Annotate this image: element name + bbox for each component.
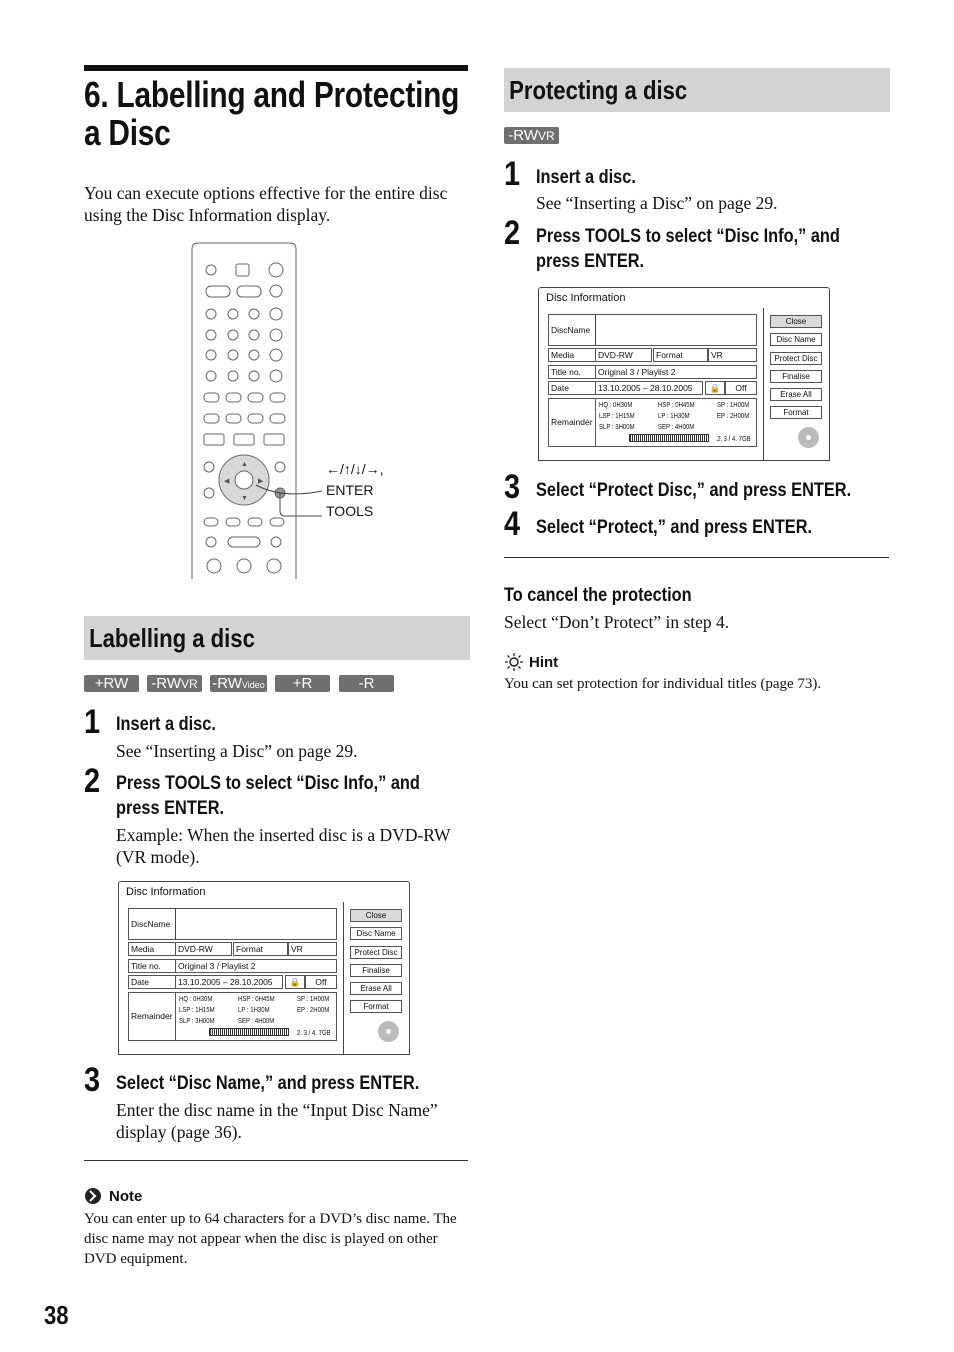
remote-callout [326, 459, 384, 522]
badge-rw-vr-protect: -RWVR [504, 127, 559, 144]
remainder-label: Remainder [128, 992, 176, 1041]
protecting-step-3-text: Select “Protect Disc,” and press ENTER. [536, 480, 852, 501]
remainder-sep: SEP : 4H00M [658, 422, 695, 431]
cancel-heading: To cancel the protection [504, 585, 692, 606]
chapter-title: 6. Labelling and Protecting a Disc [84, 74, 460, 153]
menu-erase-all[interactable]: Erase All [350, 982, 402, 995]
menu-close[interactable]: Close [350, 909, 402, 922]
protecting-step-1-sub: See “Inserting a Disc” on page 29. [536, 193, 778, 213]
capacity-text: 2. 3 / 4. 7GB [717, 434, 751, 443]
chapter-rule [84, 65, 468, 71]
media-value: DVD-RW [595, 348, 652, 362]
cancel-text: Select “Don’t Protect” in step 4. [504, 612, 730, 632]
date-value: 13.10.2005 – 28.10.2005 [175, 975, 283, 989]
labelling-step-2-text: Press TOOLS to select “Disc Info,” and press ENTER. [116, 773, 420, 819]
disc-info-title: Disc Information [546, 292, 626, 304]
disc-info-screen-protecting [538, 287, 830, 461]
remainder-sp: SP : 1H00M [717, 400, 750, 409]
remote-control-illustration [190, 241, 430, 581]
badge-minus-r: -R [339, 675, 394, 692]
remainder-lp: LP : 1H30M [238, 1005, 270, 1014]
date-value: 13.10.2005 – 28.10.2005 [595, 381, 703, 395]
protecting-step-4-text: Select “Protect,” and press ENTER. [536, 517, 813, 538]
note-label: Note [109, 1188, 143, 1205]
disc-info-screen-labelling [118, 881, 410, 1055]
remainder-ep: EP : 2H00M [717, 411, 750, 420]
media-value: DVD-RW [175, 942, 232, 956]
protecting-step-3-number: 3 [504, 468, 521, 506]
protecting-step-1-text: Insert a disc. [536, 167, 636, 188]
title-no-value: Original 3 / Playlist 2 [175, 959, 337, 973]
enter-key-label: ENTER [326, 482, 374, 498]
media-label: Media [548, 348, 596, 362]
title-no-label: Title no. [548, 365, 596, 379]
menu-disc-name[interactable]: Disc Name [770, 333, 822, 346]
date-label: Date [128, 975, 176, 989]
note-text: You can enter up to 64 characters for a DVD’s disc name. The disc name may not appear when the disc is played on other DVD equipment. [84, 1211, 457, 1267]
format-value: VR [708, 348, 757, 362]
disc-name-field: DiscName [548, 314, 757, 346]
remainder-ep: EP : 2H00M [297, 1005, 330, 1014]
lock-icon: 🔒 [285, 975, 305, 989]
protecting-step-2-number: 2 [504, 214, 521, 252]
menu-protect-disc[interactable]: Protect Disc [350, 946, 402, 959]
svg-text:◀: ◀ [224, 478, 230, 485]
labelling-step-2-sub: Example: When the inserted disc is a DVD-RW (VR mode). [116, 825, 451, 867]
remainder-hq: HQ : 0H30M [599, 400, 633, 409]
labelling-section-header [84, 616, 470, 660]
menu-finalise[interactable]: Finalise [350, 964, 402, 977]
menu-protect-disc[interactable]: Protect Disc [770, 352, 822, 365]
protecting-step-2-text: Press TOOLS to select “Disc Info,” and press ENTER. [536, 226, 840, 272]
badge-plus-r: +R [275, 675, 330, 692]
svg-text:▶: ▶ [258, 478, 264, 485]
remainder-sep: SEP : 4H00M [238, 1016, 275, 1025]
menu-finalise[interactable]: Finalise [770, 370, 822, 383]
labelling-step-3-text: Select “Disc Name,” and press ENTER. [116, 1073, 420, 1094]
date-label: Date [548, 381, 596, 395]
format-label: Format [233, 942, 288, 956]
labelling-step-1-number: 1 [84, 703, 101, 741]
remainder-lp: LP : 1H30M [658, 411, 690, 420]
protecting-step-4-number: 4 [504, 505, 521, 543]
badge-rw-video: -RWVideo [210, 675, 267, 692]
capacity-bar [629, 434, 709, 442]
menu-disc-name[interactable]: Disc Name [350, 927, 402, 940]
format-value: VR [288, 942, 337, 956]
labelling-step-2-number: 2 [84, 762, 101, 800]
title-no-value: Original 3 / Playlist 2 [595, 365, 757, 379]
svg-text:▲: ▲ [241, 461, 248, 468]
capacity-text: 2. 3 / 4. 7GB [297, 1028, 331, 1037]
protect-value: Off [305, 975, 337, 989]
remainder-hsp: HSP : 0H45M [658, 400, 695, 409]
protecting-section-title: Protecting a disc [509, 75, 688, 105]
hint-text: You can set protection for individual titles (page 73). [504, 676, 822, 692]
menu-format[interactable]: Format [350, 1000, 402, 1013]
labelling-step-3-number: 3 [84, 1061, 101, 1099]
capacity-bar [209, 1028, 289, 1036]
remainder-hsp: HSP : 0H45M [238, 994, 275, 1003]
note-divider [84, 1160, 468, 1161]
remainder-label: Remainder [548, 398, 596, 447]
menu-erase-all[interactable]: Erase All [770, 388, 822, 401]
note-icon [84, 1187, 102, 1210]
badge-plus-rw: +RW [84, 675, 139, 692]
remainder-slp: SLP : 3H00M [599, 422, 635, 431]
labelling-step-1-sub: See “Inserting a Disc” on page 29. [116, 741, 358, 761]
protecting-step-1-number: 1 [504, 155, 521, 193]
media-label: Media [128, 942, 176, 956]
svg-text:▼: ▼ [241, 495, 248, 502]
labelling-step-1-text: Insert a disc. [116, 714, 216, 735]
protecting-section-header [504, 68, 890, 112]
hint-label: Hint [529, 654, 559, 671]
remainder-lsp: LSP : 1H15M [599, 411, 635, 420]
cancel-divider [504, 557, 889, 558]
remainder-slp: SLP : 3H00M [179, 1016, 215, 1025]
arrow-keys-label: ←/↑/↓/→, [326, 461, 384, 477]
disc-name-field: DiscName [128, 908, 337, 940]
protect-value: Off [725, 381, 757, 395]
labelling-step-3-sub: Enter the disc name in the “Input Disc Name” display (page 36). [116, 1100, 438, 1142]
labelling-section-title: Labelling a disc [89, 623, 255, 653]
remainder-sp: SP : 1H00M [297, 994, 330, 1003]
menu-close[interactable]: Close [770, 315, 822, 328]
tools-key-label: TOOLS [326, 503, 374, 519]
remainder-lsp: LSP : 1H15M [179, 1005, 215, 1014]
title-no-label: Title no. [128, 959, 176, 973]
disc-icon [798, 427, 819, 448]
menu-format[interactable]: Format [770, 406, 822, 419]
remainder-hq: HQ : 0H30M [179, 994, 213, 1003]
page-number: 38 [44, 1300, 69, 1330]
disc-icon [378, 1021, 399, 1042]
badge-rw-vr: -RWVR [147, 675, 202, 692]
disc-info-title: Disc Information [126, 886, 206, 898]
lock-icon: 🔒 [705, 381, 725, 395]
format-label: Format [653, 348, 708, 362]
chapter-intro: You can execute options effective for the entire disc using the Disc Information display. [84, 183, 448, 225]
